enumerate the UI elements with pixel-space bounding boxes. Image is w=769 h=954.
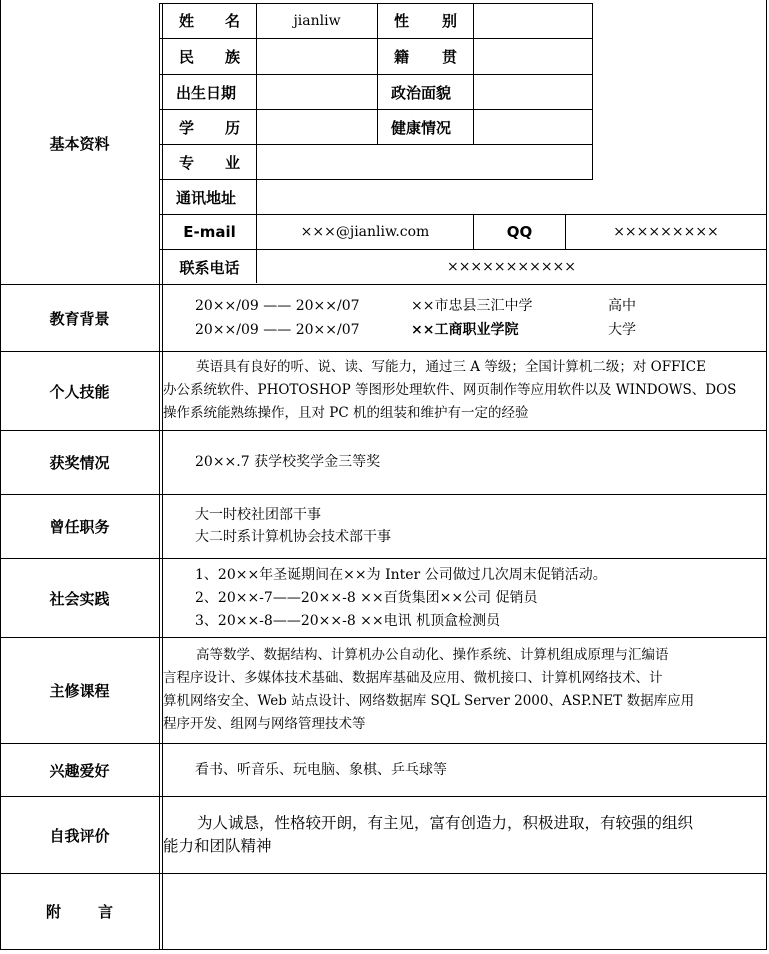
courses-line-1: 高等数学、数据结构、计算机办公自动化、操作系统、计算机组成原理与汇编语 bbox=[196, 647, 669, 663]
section-label-note: 附 言 bbox=[46, 903, 113, 921]
email-value: ×××@jianliw.com bbox=[300, 224, 430, 240]
education-row-1-degree: 高中 bbox=[608, 298, 636, 314]
skills-line-3: 操作系统能熟练操作，且对 PC 机的组装和维护有一定的经验 bbox=[163, 405, 529, 421]
section-label-self-eval: 自我评价 bbox=[49, 826, 110, 845]
major-label: 专 业 bbox=[179, 153, 240, 172]
positions-line-2: 大二时系计算机协会技术部干事 bbox=[195, 529, 391, 545]
section-label-courses: 主修课程 bbox=[49, 682, 110, 700]
education-row-2-degree: 大学 bbox=[608, 322, 636, 338]
email-label: E-mail bbox=[183, 223, 236, 241]
skills-line-2: 办公系统软件、PHOTOSHOP 等图形处理软件、网页制作等应用软件以及 WINDOWS、DOS bbox=[163, 382, 737, 398]
education-row-1-period: 20××/09 —— 20××/07 bbox=[195, 298, 360, 314]
self-eval-line-2: 能力和团队精神 bbox=[163, 837, 272, 855]
hobbies-text: 看书、听音乐、玩电脑、象棋、乒乓球等 bbox=[195, 762, 447, 778]
self-eval-line-1: 为人诚恳，性格较开朗，有主见，富有创造力，积极进取，有较强的组织 bbox=[197, 814, 694, 832]
name-label: 姓 名 bbox=[179, 12, 240, 30]
qq-label: QQ bbox=[506, 223, 533, 241]
section-label-awards: 获奖情况 bbox=[49, 454, 110, 472]
practice-line-3: 3、20××-8——20××-8 ××电讯 机顶盒检测员 bbox=[195, 613, 501, 629]
courses-line-4: 程序开发、组网与网络管理技术等 bbox=[163, 716, 366, 732]
courses-line-3: 算机网络安全、Web 站点设计、网络数据库 SQL Server 2000、ASP.NET 数据库应用 bbox=[163, 693, 695, 709]
phone-value: ××××××××××× bbox=[446, 259, 577, 275]
qq-value: ××××××××× bbox=[613, 224, 719, 240]
political-label: 政治面貌 bbox=[391, 83, 452, 102]
education-label: 学 历 bbox=[179, 118, 240, 137]
awards-text: 20××.7 获学校奖学金三等奖 bbox=[195, 454, 381, 470]
gender-label: 性 别 bbox=[394, 12, 457, 30]
practice-line-2: 2、20××-7——20××-8 ××百货集团××公司 促销员 bbox=[195, 590, 538, 606]
native-place-label: 籍 贯 bbox=[394, 48, 457, 66]
courses-line-2: 言程序设计、多媒体技术基础、数据库基础及应用、微机接口、计算机网络技术、计 bbox=[163, 670, 663, 686]
ethnicity-label: 民 族 bbox=[179, 48, 240, 66]
practice-line-1: 1、20××年圣诞期间在××为 Inter 公司做过几次周末促销活动。 bbox=[195, 567, 607, 583]
name-value: jianliw bbox=[293, 12, 341, 29]
section-label-positions: 曾任职务 bbox=[49, 518, 110, 536]
section-label-basic: 基本资料 bbox=[49, 135, 110, 153]
positions-line-1: 大一时校社团部干事 bbox=[195, 507, 321, 523]
section-label-hobbies: 兴趣爱好 bbox=[49, 761, 110, 780]
education-row-1-school: ××市忠县三汇中学 bbox=[411, 298, 533, 314]
section-label-skills: 个人技能 bbox=[49, 382, 110, 401]
birthdate-label: 出生日期 bbox=[176, 83, 237, 102]
address-label: 通讯地址 bbox=[176, 188, 237, 207]
education-row-2-period: 20××/09 —— 20××/07 bbox=[195, 322, 360, 338]
skills-line-1: 英语具有良好的听、说、读、写能力，通过三 A 等级；全国计算机二级；对 OFFICE bbox=[196, 359, 706, 375]
section-label-practice: 社会实践 bbox=[49, 589, 110, 608]
section-label-education: 教育背景 bbox=[49, 309, 110, 328]
phone-label: 联系电话 bbox=[179, 258, 240, 277]
health-label: 健康情况 bbox=[391, 118, 452, 137]
note-content bbox=[163, 874, 766, 949]
education-row-2-school: ××工商职业学院 bbox=[411, 322, 519, 338]
